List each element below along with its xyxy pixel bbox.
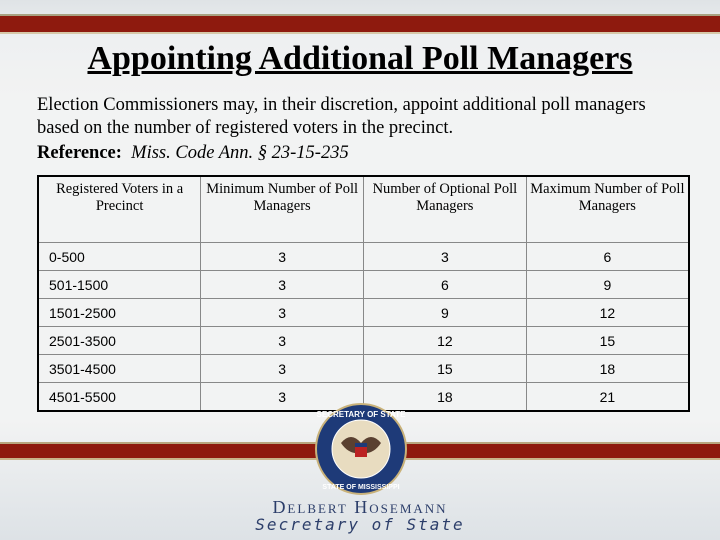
table-row: [38, 299, 689, 327]
table-row: [38, 355, 689, 383]
table-cell: 12: [526, 299, 689, 327]
svg-text:STATE OF MISSISSIPPI: STATE OF MISSISSIPPI: [322, 484, 400, 491]
table-cell: 6: [526, 243, 689, 271]
table-cell: 15: [526, 327, 689, 355]
intro-text: Election Commissioners may, in their discretion, appoint additional poll managers based on the number of registered voters in the precinct.: [37, 95, 646, 138]
table-cell: 501-1500: [38, 271, 201, 299]
svg-text:SECRETARY OF STATE: SECRETARY OF STATE: [316, 410, 406, 419]
table-cell: 3: [201, 383, 364, 412]
reference-citation: Miss. Code Ann. § 23-15-235: [131, 143, 349, 163]
table-cell: 3: [201, 271, 364, 299]
table-cell: 3: [201, 243, 364, 271]
table-cell: 12: [364, 327, 527, 355]
official-title: Secretary of State: [255, 515, 465, 534]
table-cell: 3: [201, 355, 364, 383]
poll-managers-table: [37, 175, 690, 412]
table-cell: 3501-4500: [38, 355, 201, 383]
table-row: [38, 327, 689, 355]
table-cell: 3: [201, 299, 364, 327]
table-cell: 15: [364, 355, 527, 383]
column-header: Registered Voters in a Precinct: [38, 176, 201, 243]
table-cell: 3: [364, 243, 527, 271]
reference: [37, 143, 349, 164]
table-cell: 9: [364, 299, 527, 327]
table-cell: 18: [364, 383, 527, 412]
table-cell: 0-500: [38, 243, 201, 271]
table-cell: 9: [526, 271, 689, 299]
table-row: [38, 271, 689, 299]
column-header: Maximum Number of Poll Managers: [526, 176, 689, 243]
table-cell: 18: [526, 355, 689, 383]
table-cell: 1501-2500: [38, 299, 201, 327]
page-title: Appointing Additional Poll Managers: [87, 40, 633, 77]
column-header: Number of Optional Poll Managers: [364, 176, 527, 243]
table-cell: 2501-3500: [38, 327, 201, 355]
mississippi-seal-logo: [315, 403, 407, 495]
table-cell: 21: [526, 383, 689, 412]
reference-label: Reference:: [37, 143, 122, 163]
table-cell: 3: [201, 327, 364, 355]
table-cell: 6: [364, 271, 527, 299]
top-decorative-band: [0, 14, 720, 34]
column-header: Minimum Number of Poll Managers: [201, 176, 364, 243]
official-name: Delbert Hosemann: [272, 497, 448, 517]
table-header-row: [38, 176, 689, 243]
table-cell: 4501-5500: [38, 383, 201, 412]
table-row: [38, 243, 689, 271]
